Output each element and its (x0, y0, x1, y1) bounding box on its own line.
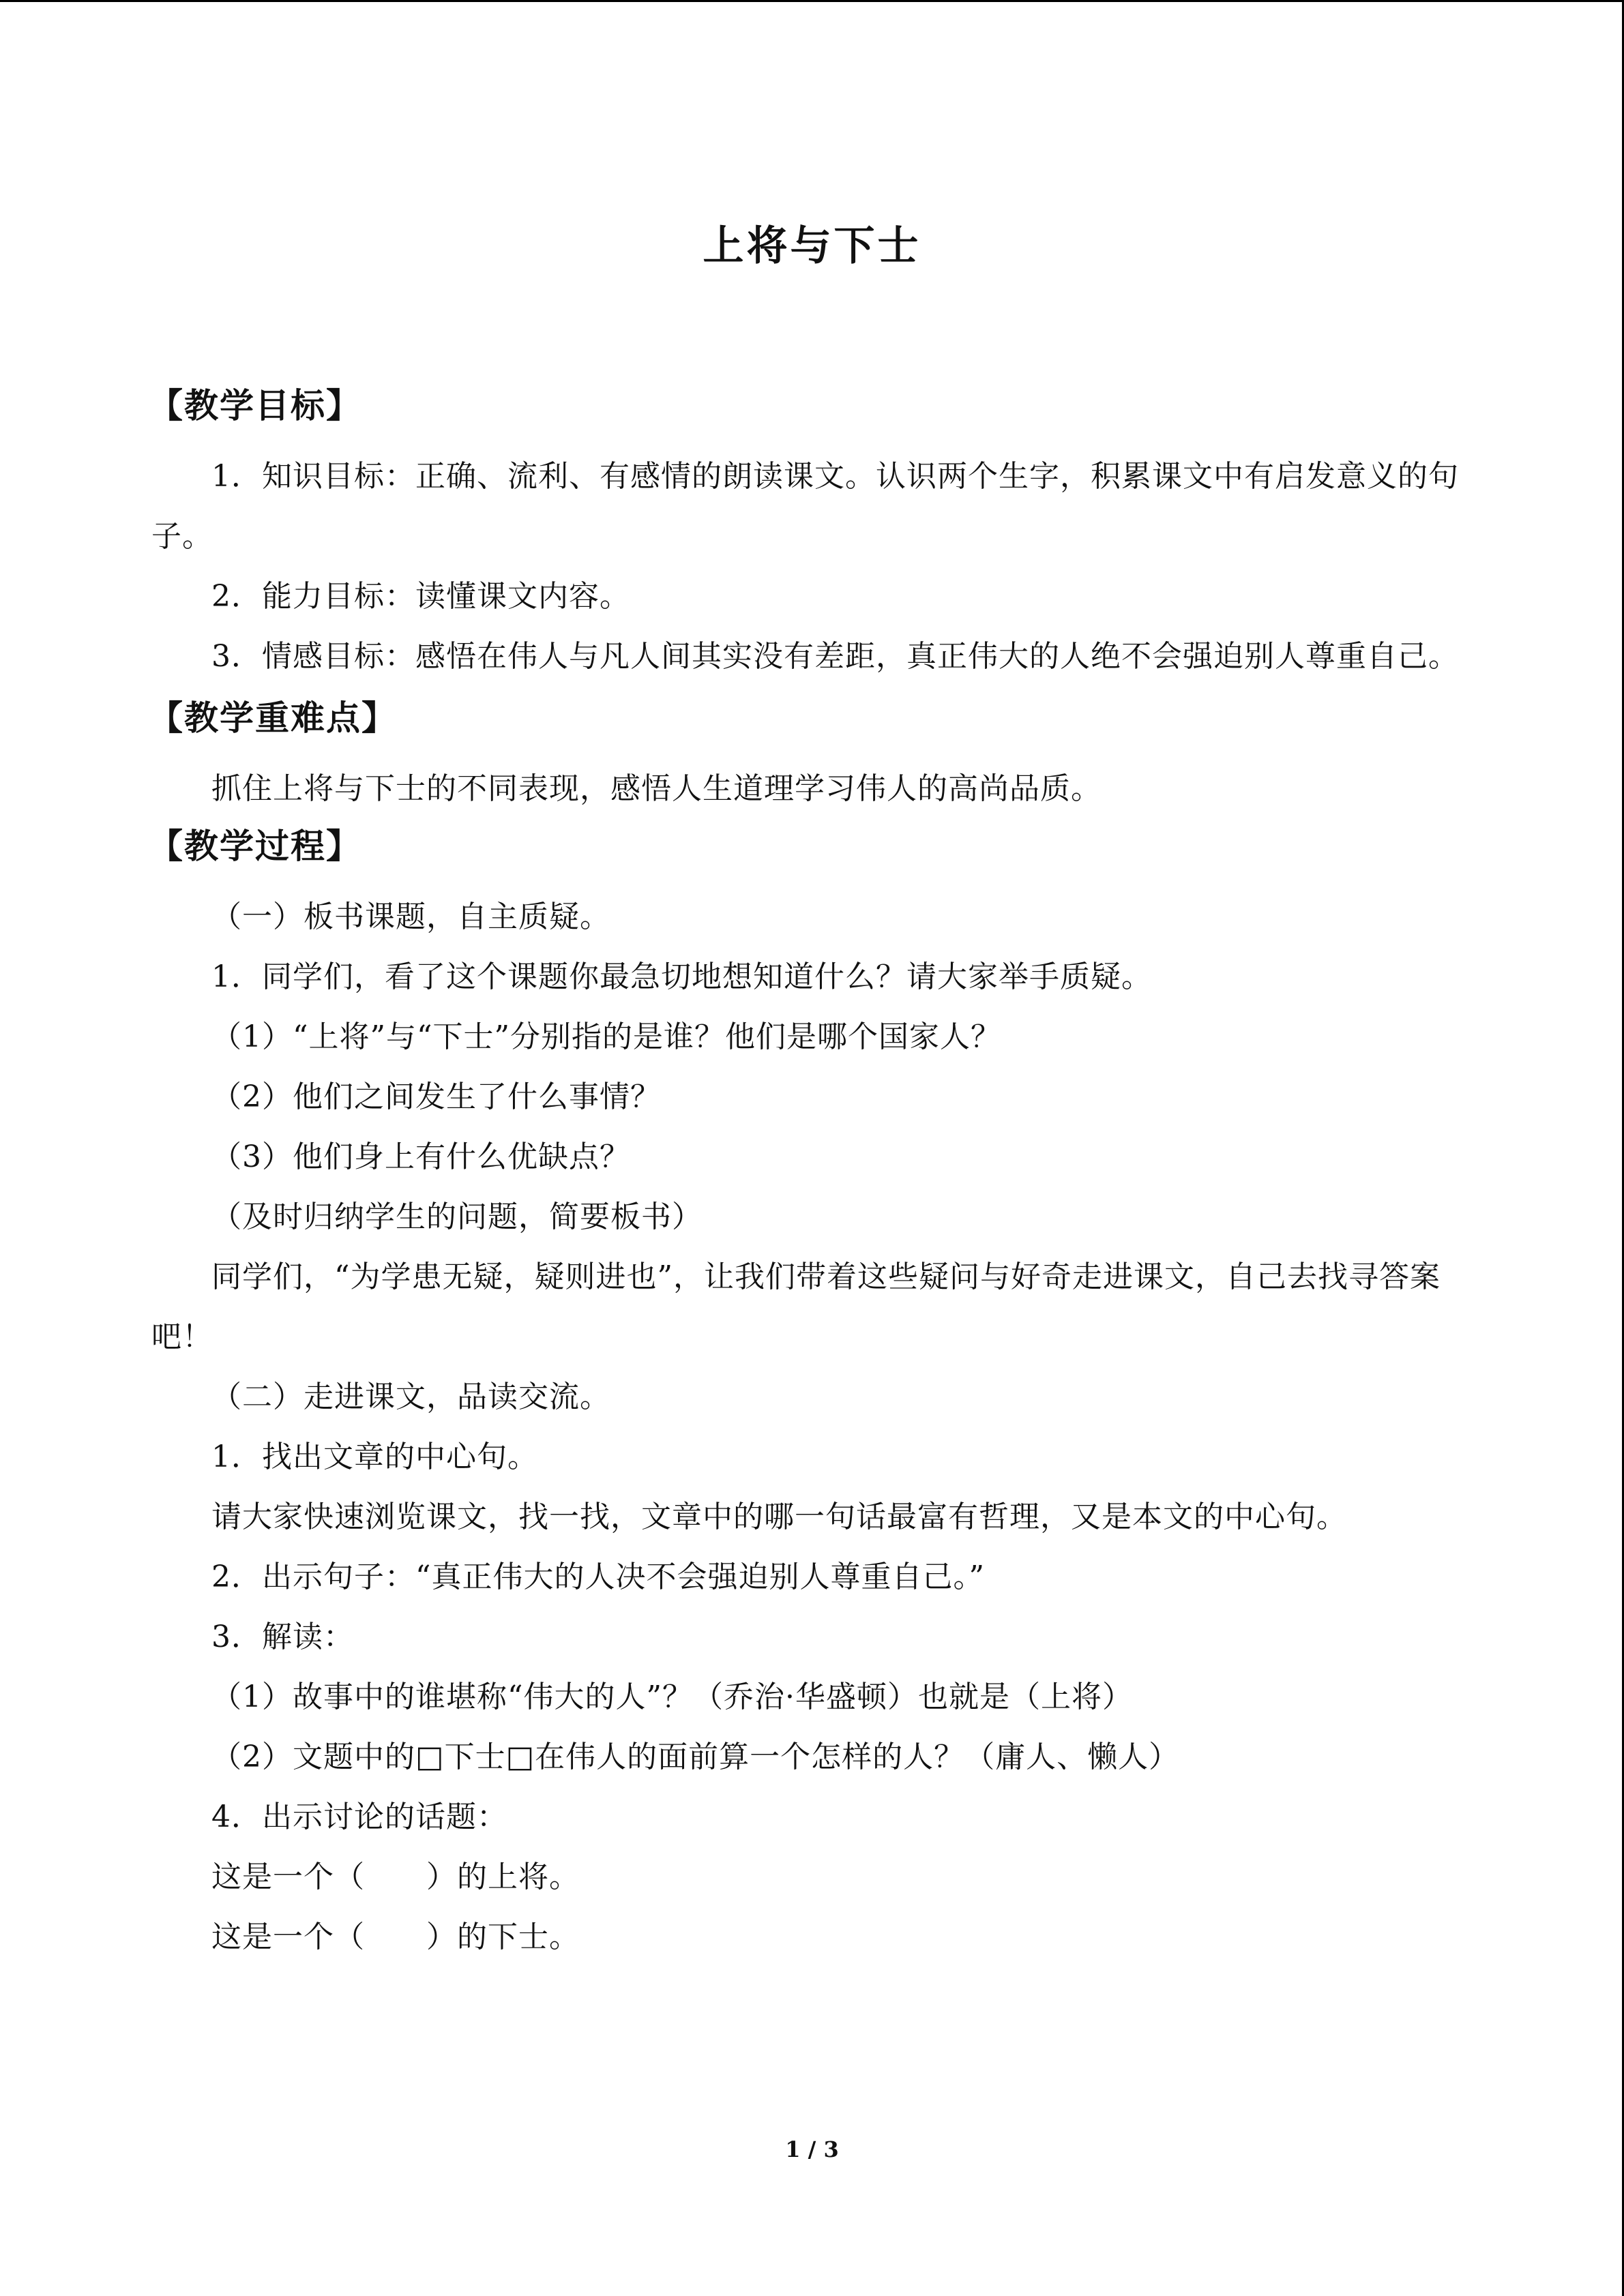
paragraph: 4．出示讨论的话题： (211, 1800, 507, 1834)
section-heading-key-points: 【教学重难点】 (149, 698, 397, 738)
paragraph: （2）文题中的□下士□在伟人的面前算一个怎样的人？（庸人、懒人） (211, 1740, 1180, 1774)
paragraph: 这是一个（ ）的上将。 (211, 1860, 580, 1894)
paragraph: 1．知识目标：正确、流利、有感情的朗读课文。认识两个生字，积累课文中有启发意义的句子。 (151, 459, 1459, 554)
paragraph: 请大家快速浏览课文，找一找，文章中的哪一句话最富有哲理，又是本文的中心句。 (211, 1500, 1347, 1534)
paragraph: （二）走进课文，品读交流。 (211, 1380, 610, 1414)
paragraph: 1．同学们，看了这个课题你最急切地想知道什么？请大家举手质疑。 (211, 959, 1152, 994)
paragraph: 1．找出文章的中心句。 (211, 1440, 538, 1474)
page-number: 1 / 3 (785, 2136, 839, 2162)
paragraph: （2）他们之间发生了什么事情？ (211, 1079, 661, 1114)
paragraph: 这是一个（ ）的下士。 (211, 1920, 580, 1954)
paragraph: 2．能力目标：读懂课文内容。 (211, 579, 630, 614)
paragraph: 2．出示句子：“真正伟大的人决不会强迫别人尊重自己。” (211, 1560, 985, 1594)
paragraph: 3．情感目标：感悟在伟人与凡人间其实没有差距，真正伟大的人绝不会强迫别人尊重自己。 (211, 639, 1459, 674)
paragraph: 同学们，“为学患无疑，疑则进也”，让我们带着这些疑问与好奇走进课文，自己去找寻答案吧！ (151, 1259, 1441, 1354)
section-heading-process: 【教学过程】 (149, 826, 361, 866)
paragraph: （3）他们身上有什么优缺点？ (211, 1139, 630, 1174)
document-title: 上将与下士 (703, 222, 921, 270)
paragraph: （一）板书课题，自主质疑。 (211, 899, 610, 934)
section-heading-goals: 【教学目标】 (149, 386, 361, 426)
paragraph: （1）故事中的谁堪称“伟大的人”？（乔治·华盛顿）也就是（上将） (211, 1680, 1133, 1714)
document-body (151, 384, 1481, 1967)
paragraph: （及时归纳学生的问题，简要板书） (211, 1199, 703, 1234)
paragraph: （1）“上将”与“下士”分别指的是谁？他们是哪个国家人？ (211, 1019, 1001, 1054)
paragraph: 3．解读： (211, 1620, 354, 1654)
paragraph: 抓住上将与下士的不同表现，感悟人生道理学习伟人的高尚品质。 (211, 771, 1102, 806)
